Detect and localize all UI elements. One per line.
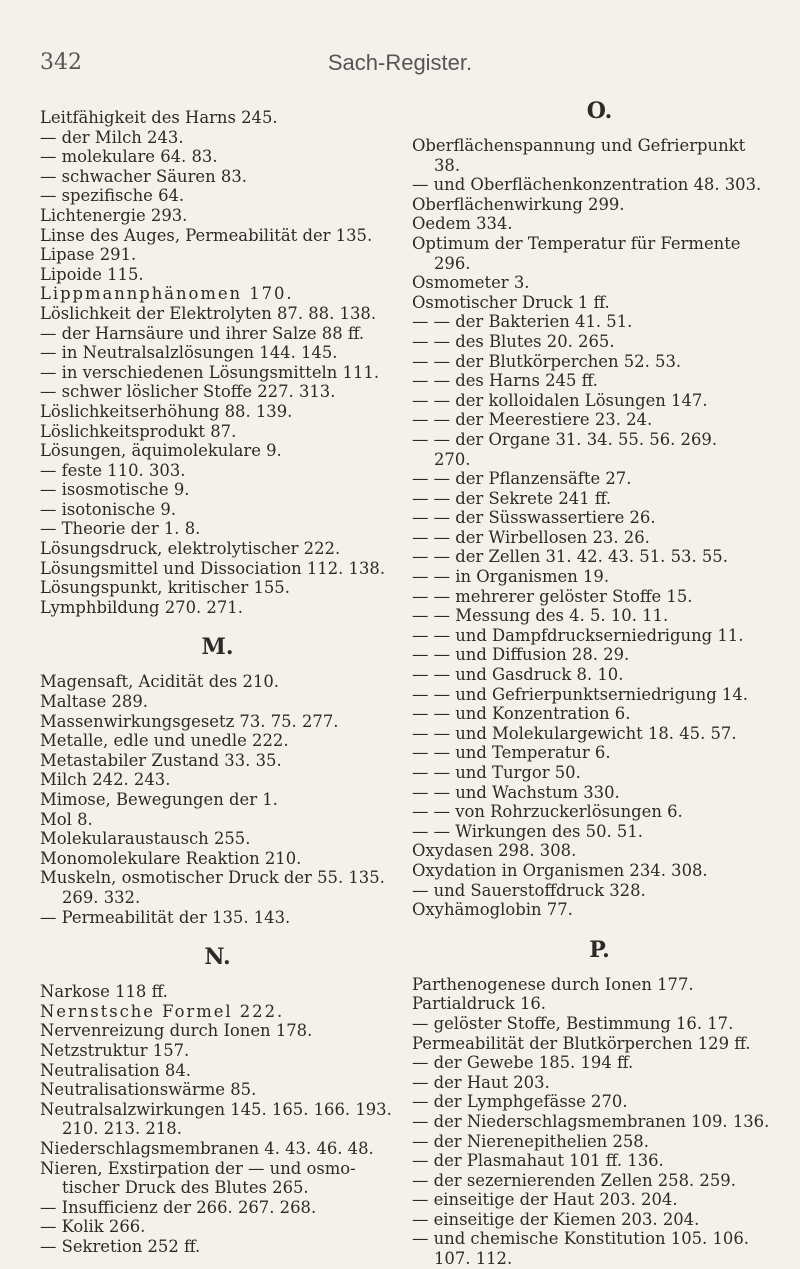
index-entry: — — Wirkungen des 50. 51.	[412, 821, 643, 841]
index-entry: Lipase 291.	[40, 245, 137, 265]
index-entry: — — der Wirbellosen 23. 26.	[412, 527, 650, 547]
index-entry: Molekularaustausch 255.	[40, 829, 251, 849]
index-entry: Oxyhämoglobin 77.	[412, 900, 573, 920]
index-entry: Metalle, edle und unedle 222.	[40, 731, 289, 751]
index-entry: — feste 110. 303.	[40, 460, 186, 480]
index-entry: — der Nierenepithelien 258.	[412, 1131, 649, 1151]
index-entry: Milch 242. 243.	[40, 770, 171, 790]
index-entry: — — und Turgor 50.	[412, 763, 581, 782]
index-entry: Oberflächenwirkung 299.	[412, 194, 625, 214]
index-entry: — schwacher Säuren 83.	[40, 166, 247, 186]
index-entry: Löslichkeit der Elektrolyten 87. 88. 138.	[40, 303, 377, 323]
index-entry: — Insufficienz der 266. 267. 268.	[40, 1197, 317, 1217]
index-entry: — der Plasmahaut 101 ff. 136.	[412, 1151, 664, 1171]
index-entry: — molekulare 64. 83.	[40, 147, 218, 167]
index-entry: — spezifische 64.	[40, 186, 185, 206]
section-letter: M.	[201, 634, 234, 661]
index-entry: — — und Konzentration 6.	[412, 704, 631, 724]
page-number: 342	[40, 50, 82, 75]
index-entry: 269. 332.	[62, 887, 141, 907]
index-entry: — und Sauerstoffdruck 328.	[412, 880, 646, 900]
index-entry: Neutralisation 84.	[40, 1060, 191, 1080]
index-entry: — — und Temperatur 6.	[412, 743, 611, 763]
index-entry: Osmometer 3.	[412, 273, 530, 293]
index-entry: Massenwirkungsgesetz 73. 75. 277.	[40, 711, 339, 731]
index-entry: Lösungspunkt, kritischer 155.	[40, 578, 290, 598]
index-entry: — — der Organe 31. 34. 55. 56. 269.	[412, 429, 718, 449]
index-entry: 270.	[434, 449, 471, 469]
index-entry: — — und Gefrierpunktserniedrigung 14.	[412, 684, 749, 704]
index-entry: 107. 112.	[434, 1249, 513, 1269]
index-entry: Netzstruktur 157.	[40, 1040, 190, 1060]
index-entry: — Permeabilität der 135. 143.	[40, 907, 291, 927]
index-entry: Neutralsalzwirkungen 145. 165. 166. 193.	[40, 1099, 392, 1119]
index-entry: Lösungsdruck, elektrolytischer 222.	[40, 539, 341, 559]
index-entry: Oedem 334.	[412, 214, 513, 234]
index-entry: Optimum der Temperatur für Fermente	[412, 233, 741, 253]
index-entry: Lichtenergie 293.	[40, 205, 188, 225]
index-entry: Mol 8.	[40, 809, 93, 829]
index-entry: — Theorie der 1. 8.	[40, 519, 201, 539]
index-entry: Permeabilität der Blutkörperchen 129 ff.	[412, 1033, 751, 1053]
index-entry: — — der Blutkörperchen 52. 53.	[412, 351, 682, 371]
index-entry: Monomolekulare Reaktion 210.	[40, 848, 302, 868]
index-entry: — — der kolloidalen Lösungen 147.	[412, 390, 708, 410]
index-entry: — — der Süsswassertiere 26.	[412, 508, 656, 528]
index-entry: — in Neutralsalzlösungen 144. 145.	[40, 343, 338, 363]
index-entry: Narkose 118 ff.	[40, 982, 168, 1002]
section-letter: N.	[204, 944, 231, 971]
index-entry: Löslichkeitsprodukt 87.	[40, 421, 237, 441]
index-entry: Oxydasen 298. 308.	[412, 841, 577, 861]
index-entry: — — der Meerestiere 23. 24.	[412, 410, 653, 430]
index-entry: — der Haut 203.	[412, 1072, 550, 1092]
index-entry: — der Harnsäure und ihrer Salze 88 ff.	[40, 323, 365, 343]
index-entry: Lösungsmittel und Dissociation 112. 138.	[40, 558, 386, 578]
index-column-right	[412, 98, 787, 1269]
index-entry: — einseitige der Haut 203. 204.	[412, 1190, 678, 1210]
index-entry: — — des Harns 245 ff.	[412, 371, 598, 391]
index-entry: Nervenreizung durch Ionen 178.	[40, 1021, 313, 1041]
index-entry: 296.	[434, 253, 471, 273]
index-entry: Leitfähigkeit des Harns 245.	[40, 108, 278, 127]
index-entry: Magensaft, Acidität des 210.	[40, 672, 280, 692]
index-entry: Lipoide 115.	[40, 264, 144, 284]
running-title: Sach-Register.	[327, 50, 473, 75]
index-entry: Neutralisationswärme 85.	[40, 1080, 257, 1100]
index-column-left	[40, 108, 395, 1256]
index-entry: Osmotischer Druck 1 ff.	[412, 292, 610, 312]
index-entry: Maltase 289.	[40, 692, 148, 712]
section-letter: P.	[589, 936, 610, 963]
index-entry: — einseitige der Kiemen 203. 204.	[412, 1209, 700, 1229]
index-entry: — — und Molekulargewicht 18. 45. 57.	[412, 723, 737, 743]
index-entry: Partialdruck 16.	[412, 994, 547, 1014]
index-entry: Oberflächenspannung und Gefrierpunkt	[412, 136, 746, 155]
index-entry: — — der Sekrete 241 ff.	[412, 488, 612, 508]
index-entry: — — und Diffusion 28. 29.	[412, 645, 630, 665]
page-header	[0, 50, 800, 82]
index-entry: Metastabiler Zustand 33. 35.	[40, 750, 282, 770]
index-entry: — der Niederschlagsmembranen 109. 136.	[412, 1111, 770, 1131]
index-entry: — in verschiedenen Lösungsmitteln 111.	[40, 362, 380, 382]
index-entry: Muskeln, osmotischer Druck der 55. 135.	[40, 868, 385, 888]
index-entry: 38.	[434, 155, 461, 175]
index-entry: — und chemische Konstitution 105. 106.	[412, 1229, 749, 1249]
index-entry: — — der Zellen 31. 42. 43. 51. 53. 55.	[412, 547, 728, 567]
index-entry: — — der Pflanzensäfte 27.	[412, 469, 632, 489]
index-entry: — isosmotische 9.	[40, 480, 190, 500]
index-entry: — isotonische 9.	[40, 499, 177, 519]
index-entry: Niederschlagsmembranen 4. 43. 46. 48.	[40, 1138, 374, 1158]
index-entry: — Kolik 266.	[40, 1217, 146, 1237]
index-entry: Löslichkeitserhöhung 88. 139.	[40, 401, 293, 421]
index-entry: Oxydation in Organismen 234. 308.	[412, 860, 708, 880]
index-entry: — Sekretion 252 ff.	[40, 1236, 201, 1256]
index-entry: Mimose, Bewegungen der 1.	[40, 790, 278, 809]
index-entry: — — mehrerer gelöster Stoffe 15.	[412, 586, 693, 606]
index-entry: — — und Wachstum 330.	[412, 782, 620, 802]
index-entry: — gelöster Stoffe, Bestimmung 16. 17.	[412, 1013, 734, 1033]
section-letter: O.	[586, 98, 613, 124]
index-entry: Parthenogenese durch Ionen 177.	[412, 974, 694, 994]
index-entry: — der sezernierenden Zellen 258. 259.	[412, 1170, 736, 1190]
index-entry: — der Gewebe 185. 194 ff.	[412, 1053, 634, 1073]
index-entry: — schwer löslicher Stoffe 227. 313.	[40, 382, 336, 402]
index-entry: Linse des Auges, Permeabilität der 135.	[40, 225, 373, 245]
index-entry: — der Lymphgefässe 270.	[412, 1092, 628, 1112]
index-entry: Nernstsche Formel 222.	[40, 1001, 285, 1021]
index-entry: — — des Blutes 20. 265.	[412, 331, 615, 351]
index-entry: Nieren, Exstirpation der — und osmo-	[40, 1158, 356, 1178]
index-entry: — — in Organismen 19.	[412, 567, 610, 587]
index-entry: tischer Druck des Blutes 265.	[62, 1178, 309, 1198]
index-entry: — der Milch 243.	[40, 127, 184, 147]
index-entry: — — von Rohrzuckerlösungen 6.	[412, 802, 683, 822]
index-entry: — — Messung des 4. 5. 10. 11.	[412, 606, 669, 626]
index-entry: Lippmannphänomen 170.	[40, 284, 294, 304]
index-entry: Lymphbildung 270. 271.	[40, 597, 243, 617]
index-entry: — — der Bakterien 41. 51.	[412, 312, 633, 332]
index-entry: 210. 213. 218.	[62, 1119, 182, 1139]
index-entry: Lösungen, äquimolekulare 9.	[40, 441, 282, 461]
index-entry: — und Oberflächenkonzentration 48. 303.	[412, 175, 762, 195]
index-entry: — — und Gasdruck 8. 10.	[412, 665, 624, 685]
index-entry: — — und Dampfdruckserniedrigung 11.	[412, 625, 744, 645]
